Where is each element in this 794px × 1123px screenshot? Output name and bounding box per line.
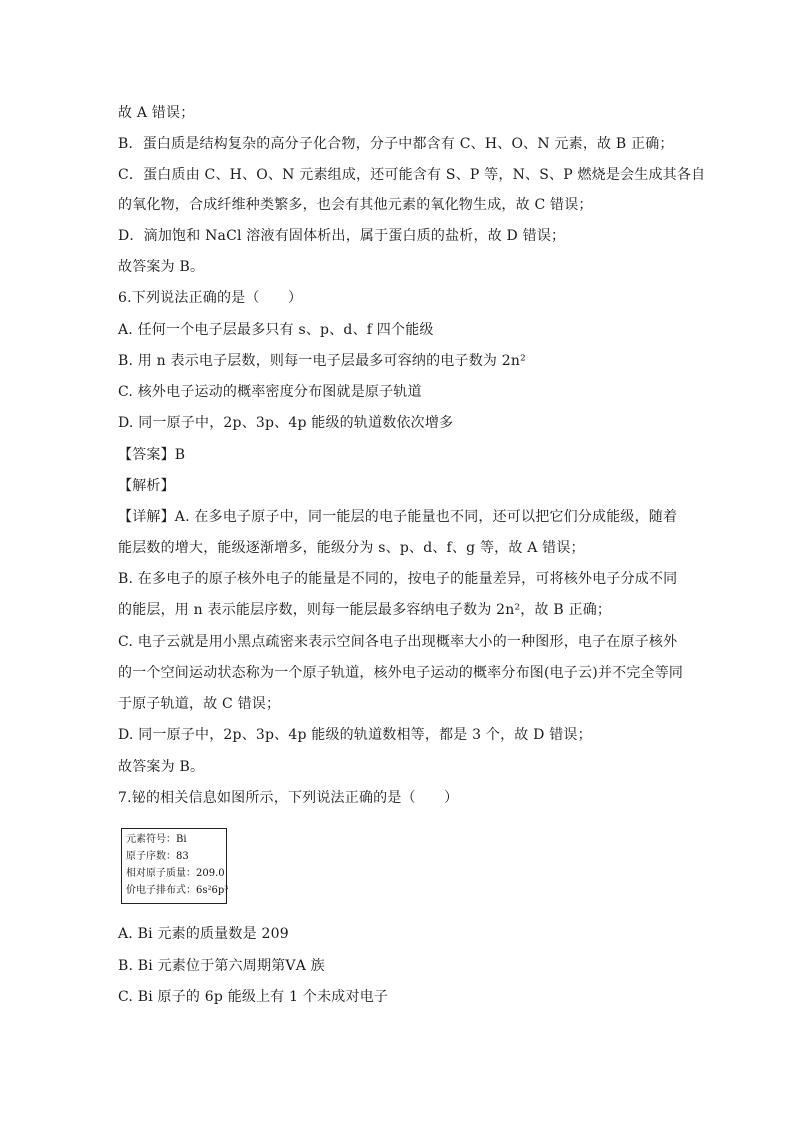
text-line: 故 A 错误； [118,105,195,121]
analysis-label: 【解析】 [118,478,175,494]
option-c: C. 核外电子运动的概率密度分布图就是原子轨道 [118,384,422,400]
text-line: 的一个空间运动状态称为一个原子轨道，核外电子运动的概率分布图(电子云)并不完全等同 [118,665,684,681]
text-line: 【详解】A. 在多电子原子中，同一能层的电子能量也不同，还可以把它们分成能级，随着 [118,509,678,525]
option-b: B. Bi 元素位于第六周期第ⅤA 族 [118,958,325,974]
text-line: D．滴加饱和 NaCl 溶液有固体析出，属于蛋白质的盐析，故 D 错误； [118,228,566,244]
question-7-stem: 7.铋的相关信息如图所示，下列说法正确的是（ ） [118,790,459,806]
text-line: 的能层，用 n 表示能层序数，则每一能层最多容纳电子数为 2n²，故 B 正确； [118,602,612,618]
text-line: C．蛋白质由 C、H、O、N 元素组成，还可能含有 S、P 等，N、S、P 燃烧是会生成其各自 [118,167,706,183]
bismuth-info-box [121,828,227,904]
element-symbol: 元素符号：Bi [126,834,187,845]
option-d: D. 同一原子中，2p、3p、4p 能级的轨道数依次增多 [118,415,454,431]
text-line: 能层数的增大，能级逐渐增多，能级分为 s、p、d、f、g 等，故 A 错误； [118,540,585,556]
text-line: D. 同一原子中，2p、3p、4p 能级的轨道数相等，都是 3 个，故 D 错误； [118,727,592,743]
valence-configuration: 价电子排布式：6s²6p³ [126,885,229,896]
text-line: 故答案为 B。 [118,759,205,775]
text-line: B. 在多电子的原子核外电子的能量是不同的，按电子的能量差异，可将核外电子分成不同 [118,571,678,587]
option-c: C. Bi 原子的 6p 能级上有 1 个未成对电子 [118,989,389,1005]
option-b: B. 用 n 表示电子层数，则每一电子层最多可容纳的电子数为 2n² [118,353,526,369]
text-line: 故答案为 B。 [118,259,205,275]
option-a: A. 任何一个电子层最多只有 s、p、d、f 四个能级 [118,322,434,338]
text-line: C. 电子云就是用小黑点疏密来表示空间各电子出现概率大小的一种图形，电子在原子核外 [118,634,678,650]
text-line: 的氧化物，合成纤维种类繁多，也会有其他元素的氧化物生成，故 C 错误； [118,197,593,213]
text-line: B．蛋白质是结构复杂的高分子化合物，分子中都含有 C、H、O、N 元素，故 B 正确； [118,136,674,152]
question-6-stem: 6.下列说法正确的是（ ） [118,290,303,306]
answer-label: 【答案】B [118,447,186,463]
relative-atomic-mass: 相对原子质量：209.0 [126,868,225,879]
atomic-number: 原子序数：83 [126,851,189,862]
option-a: A. Bi 元素的质量数是 209 [118,926,289,942]
text-line: 于原子轨道，故 C 错误； [118,696,281,712]
